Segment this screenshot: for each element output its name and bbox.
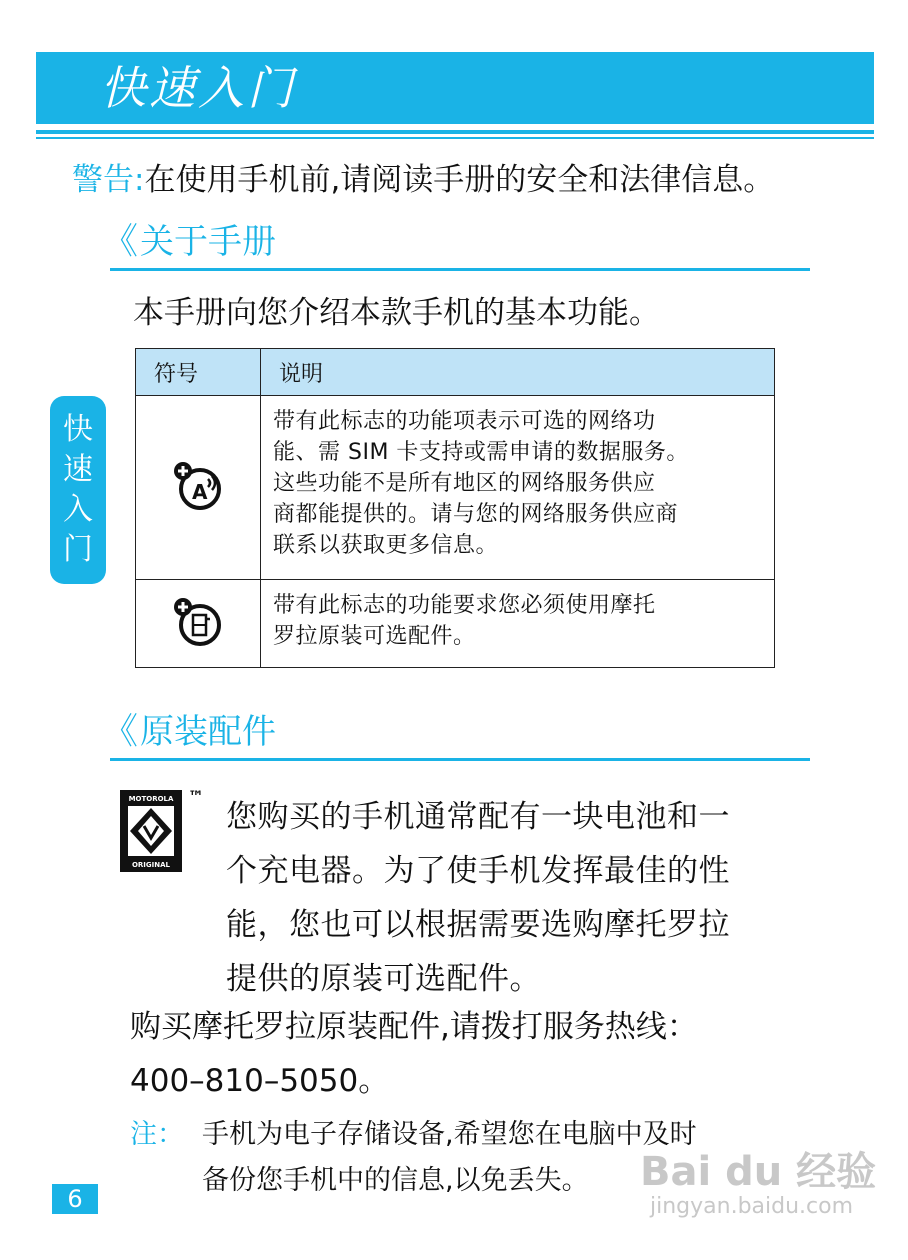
- table-cell-symbol: [136, 580, 261, 668]
- table-row: [136, 396, 775, 580]
- double-chevron-icon: 《: [102, 221, 139, 262]
- buy-line: 购买摩托罗拉原装配件,请拨打服务热线：: [130, 1009, 698, 1045]
- double-chevron-icon: 《: [102, 711, 139, 752]
- table-row: [136, 580, 775, 668]
- manual-intro: 本手册向您介绍本款手机的基本功能。: [133, 295, 660, 331]
- section-title-about: 关于手册: [140, 222, 277, 262]
- hotline-block: [130, 1000, 698, 1108]
- watermark-url: jingyan.baidu.com: [650, 1194, 854, 1219]
- baidu-watermark: Bai du 经验: [640, 1149, 877, 1195]
- note-label: 注：: [130, 1119, 184, 1150]
- description-line: 这些功能不是所有地区的网络服务供应: [273, 471, 656, 496]
- description-line: 商都能提供的。请与您的网络服务供应商: [273, 502, 679, 527]
- description-line: 联系以获取更多信息。: [273, 533, 499, 558]
- side-tab-char: 快: [63, 412, 93, 447]
- note-line: 手机为电子存储设备,希望您在电脑中及时: [202, 1119, 697, 1150]
- accessory-paragraph: [226, 790, 816, 1006]
- side-tab-char: 门: [63, 532, 93, 567]
- table-header-description: 说明: [261, 349, 775, 396]
- paragraph-line: 您购买的手机通常配有一块电池和一: [226, 799, 730, 835]
- note-block: [130, 1112, 697, 1204]
- paragraph-line: 能，您也可以根据需要选购摩托罗拉: [226, 907, 730, 943]
- warning-label: 警告:: [72, 162, 145, 198]
- description-line: 带有此标志的功能项表示可选的网络功: [273, 409, 656, 434]
- network-feature-icon: [170, 457, 226, 513]
- header-divider-thin: [36, 137, 874, 139]
- section-heading-about: [102, 220, 276, 264]
- table-cell-description: [261, 396, 775, 580]
- note-line: 备份您手机中的信息,以免丢失。: [202, 1165, 589, 1196]
- svg-text:A: A: [192, 479, 208, 504]
- table-cell-description: [261, 580, 775, 668]
- description-line: 带有此标志的功能要求您必须使用摩托: [273, 593, 656, 618]
- warning-line: [72, 160, 774, 200]
- paragraph-line: 个充电器。为了使手机发挥最佳的性: [226, 853, 730, 889]
- section-divider: [110, 758, 810, 761]
- side-tab-char: 入: [63, 492, 93, 527]
- section-heading-accessories: [102, 710, 276, 754]
- warning-text: 在使用手机前,请阅读手册的安全和法律信息。: [144, 162, 775, 198]
- table-cell-symbol: [136, 396, 261, 580]
- section-title-accessories: 原装配件: [140, 712, 277, 752]
- section-divider: [110, 268, 810, 271]
- description-line: 罗拉原装可选配件。: [273, 624, 476, 649]
- trademark-mark: ™: [188, 787, 204, 806]
- header-divider: [36, 130, 874, 134]
- page-number: 6: [52, 1184, 98, 1214]
- accessory-feature-icon: [170, 593, 226, 649]
- description-line: 能、需 SIM 卡支持或需申请的数据服务。: [273, 440, 689, 465]
- svg-text:MOTOROLA: MOTOROLA: [128, 795, 174, 803]
- hotline-number: 400–810–5050。: [130, 1063, 390, 1099]
- side-tab-char: 速: [63, 452, 93, 487]
- side-tab: [50, 396, 106, 584]
- table-header-symbol: 符号: [136, 349, 261, 396]
- table-header-row: [136, 349, 775, 396]
- svg-text:ORIGINAL: ORIGINAL: [131, 861, 171, 869]
- paragraph-line: 提供的原装可选配件。: [226, 961, 541, 997]
- motorola-original-logo: [120, 790, 182, 872]
- page-title: 快速入门: [100, 61, 296, 115]
- symbol-table: [135, 348, 775, 668]
